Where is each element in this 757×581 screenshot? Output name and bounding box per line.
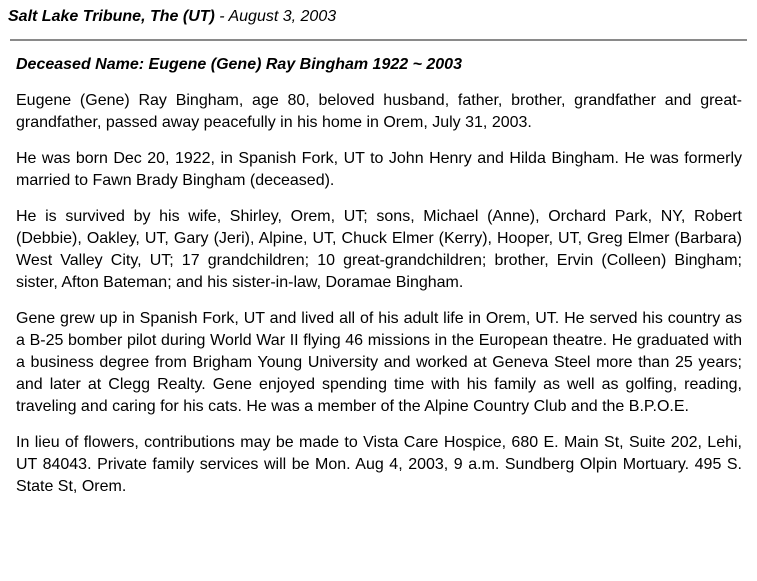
publication-date: August 3, 2003 (228, 8, 337, 25)
deceased-name-heading: Deceased Name: Eugene (Gene) Ray Bingham 1922 ~ 2003 (16, 56, 462, 73)
obituary-paragraph-intro: Eugene (Gene) Ray Bingham, age 80, beloved husband, father, brother, grandfather and great-grandfather, passed away peacefully in his home in Orem, July 31, 2003. (16, 92, 742, 131)
article-header (8, 6, 748, 28)
obituary-paragraph-services: In lieu of flowers, contributions may be made to Vista Care Hospice, 680 E. Main St, Suite 202, Lehi, UT 84043. Private family services will be Mon. Aug 4, 2003, 9 a.m. Sundberg Olpin Mortuary. 495 S. State St, Orem. (16, 434, 742, 495)
header-divider (10, 39, 747, 41)
publication-name: Salt Lake Tribune, The (UT) (8, 8, 215, 25)
obituary-paragraph-birth: He was born Dec 20, 1922, in Spanish Fork, UT to John Henry and Hilda Bingham. He was formerly married to Fawn Brady Bingham (deceased). (16, 150, 742, 189)
obituary-body (16, 55, 742, 512)
header-separator: - (214, 8, 229, 25)
obituary-paragraph-life: Gene grew up in Spanish Fork, UT and lived all of his adult life in Orem, UT. He served his country as a B-25 bomber pilot during World War II flying 46 missions in the European theatre. He graduated with a business degree from Brigham Young University and worked at Geneva Steel more than 25 years; and later at Clegg Realty. Gene enjoyed spending time with his family as well as golfing, reading, traveling and caring for his cats. He was a member of the Alpine Country Club and the B.P.O.E. (16, 310, 742, 415)
obituary-paragraph-survivors: He is survived by his wife, Shirley, Orem, UT; sons, Michael (Anne), Orchard Park, NY, Robert (Debbie), Oakley, UT, Gary (Jeri), Alpine, UT, Chuck Elmer (Kerry), Hooper, UT, Greg Elmer (Barbara) West Valley City, UT; 17 grandchildren; 10 great-grandchildren; brother, Ervin (Colleen) Bingham; sister, Afton Bateman; and his sister-in-law, Doramae Bingham. (16, 208, 742, 291)
